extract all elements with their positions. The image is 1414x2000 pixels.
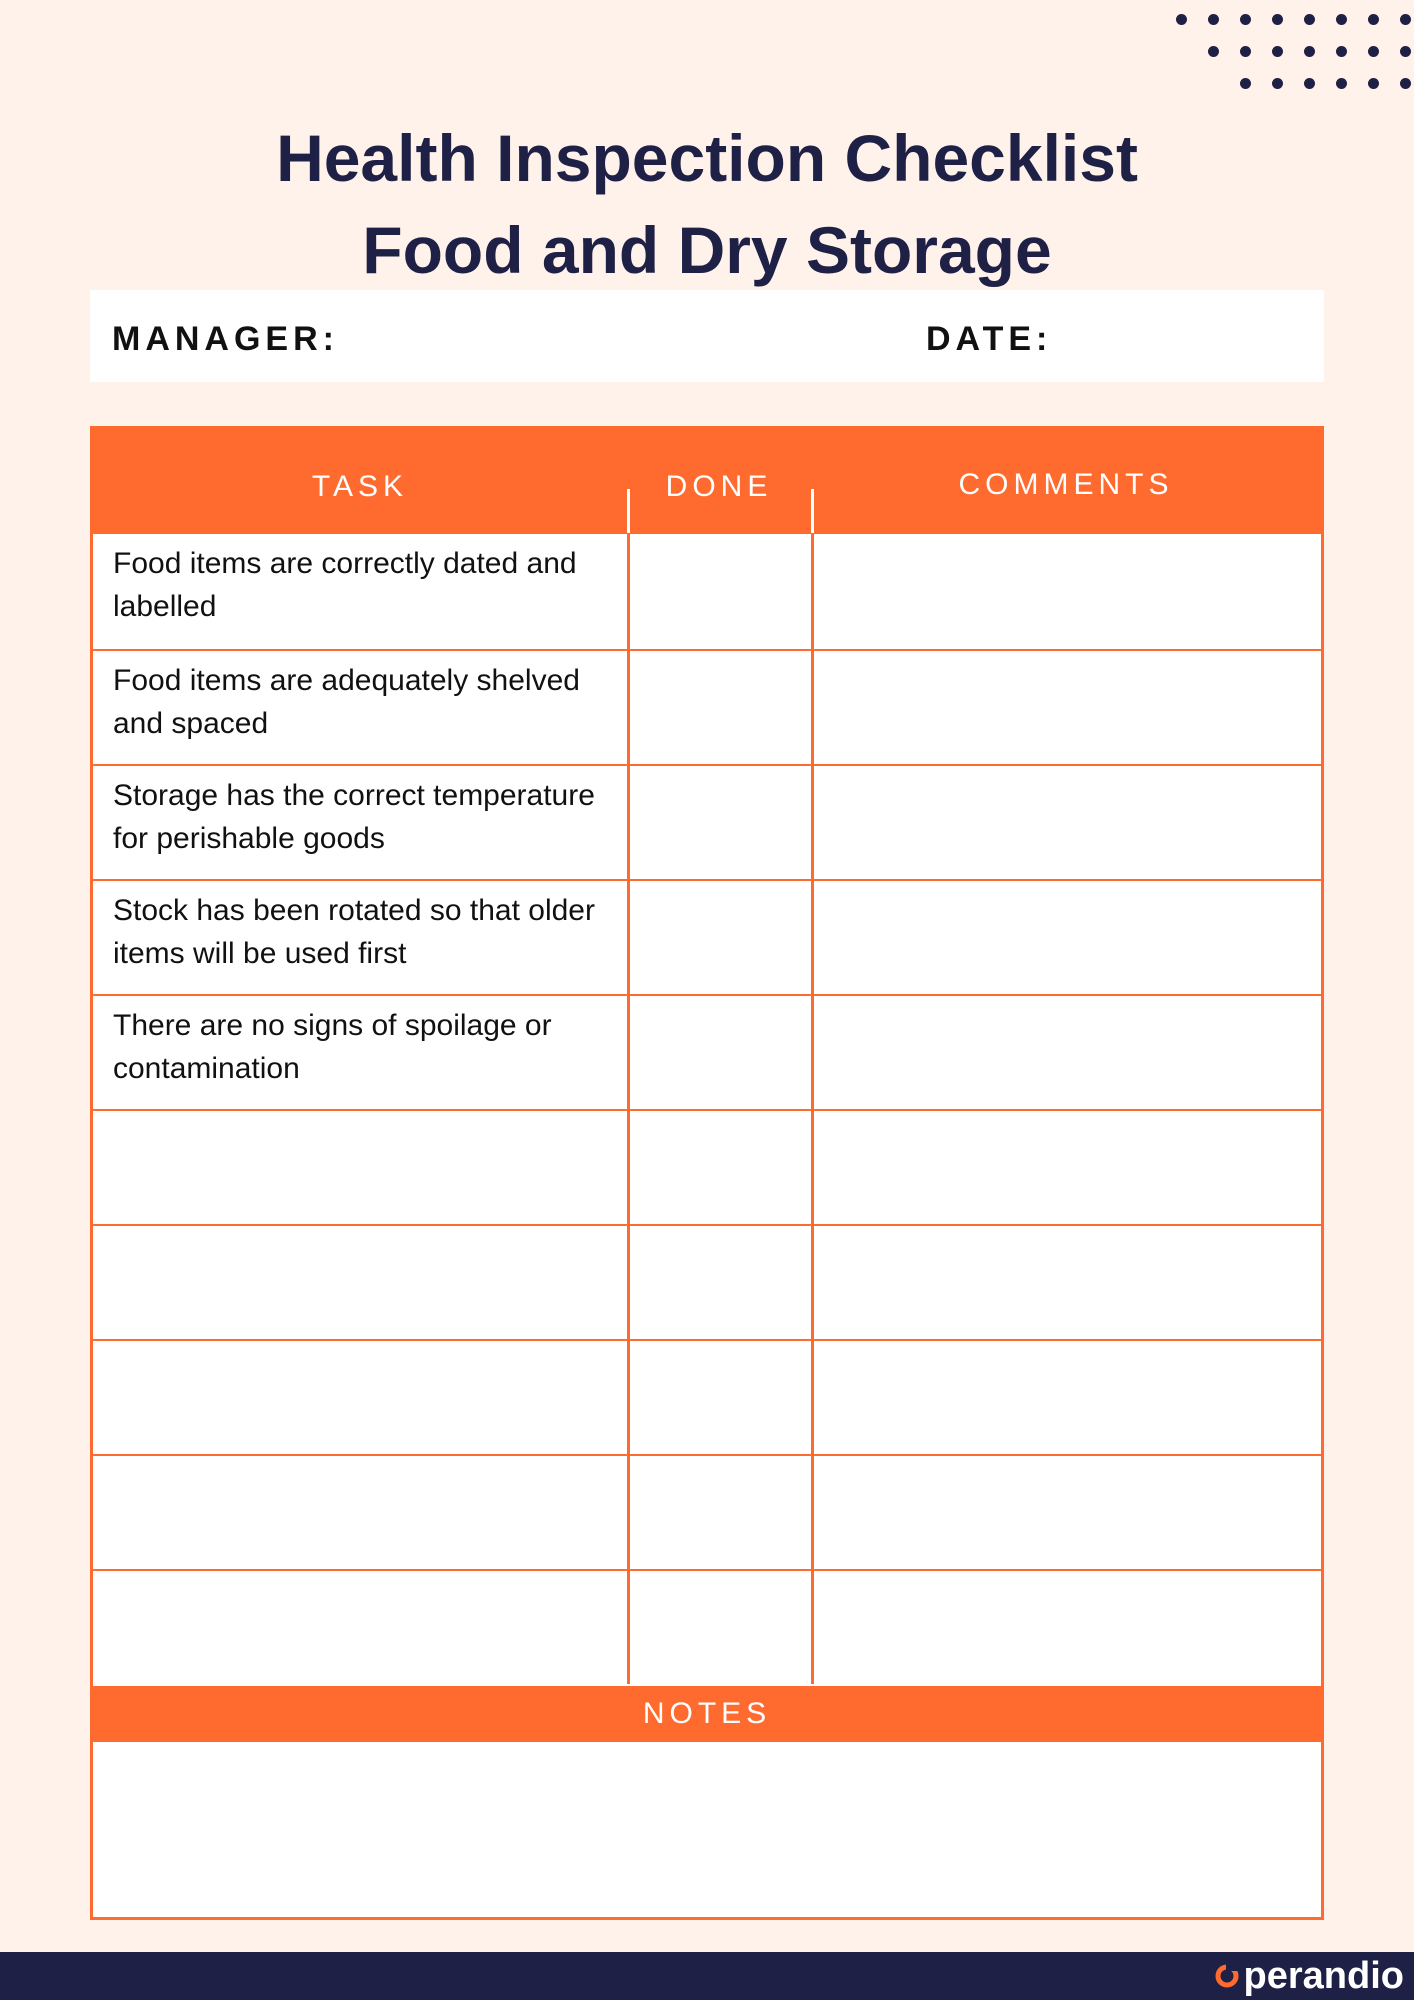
done-cell[interactable] (630, 651, 811, 764)
dot-icon (1240, 14, 1251, 25)
task-cell: There are no signs of spoilage or contamination (113, 1009, 552, 1085)
done-cell[interactable] (630, 766, 811, 879)
task-cell[interactable] (93, 1341, 627, 1454)
manager-label: MANAGER: (112, 320, 339, 358)
table-row (93, 1569, 1321, 1684)
done-cell[interactable] (630, 1226, 811, 1339)
table-row (93, 994, 1321, 1109)
dot-icon (1304, 46, 1315, 57)
done-cell[interactable] (630, 1111, 811, 1224)
manager-date-box (90, 290, 1324, 382)
logo-text: perandio (1243, 1955, 1404, 1997)
dot-icon (1368, 14, 1379, 25)
done-cell[interactable] (630, 881, 811, 994)
footer-bar (0, 1952, 1414, 2000)
dot-icon (1272, 78, 1283, 89)
dot-icon (1272, 14, 1283, 25)
dot-icon (1240, 46, 1251, 57)
date-label: DATE: (926, 320, 1053, 358)
table-row (93, 534, 1321, 649)
comments-cell[interactable] (814, 1111, 1321, 1224)
notes-area[interactable] (93, 1742, 1321, 1917)
checklist-rows (93, 534, 1321, 1684)
task-cell[interactable] (93, 1456, 627, 1569)
task-cell[interactable] (93, 1111, 627, 1224)
task-cell: Storage has the correct temperature for perishable goods (113, 779, 595, 855)
comments-cell[interactable] (814, 996, 1321, 1109)
table-row (93, 649, 1321, 764)
table-row (93, 1224, 1321, 1339)
title-line-2: Food and Dry Storage (362, 213, 1052, 287)
comments-cell[interactable] (814, 1571, 1321, 1684)
comments-column-header: COMMENTS (958, 467, 1174, 501)
dot-icon (1272, 46, 1283, 57)
notes-header: NOTES (93, 1686, 1321, 1742)
dot-icon (1400, 78, 1411, 89)
table-row (93, 1109, 1321, 1224)
done-cell[interactable] (630, 1571, 811, 1684)
dot-icon (1176, 14, 1187, 25)
dot-icon (1336, 78, 1347, 89)
done-cell[interactable] (630, 1341, 811, 1454)
task-column-header: TASK (311, 469, 409, 503)
comments-cell[interactable] (814, 534, 1321, 649)
dot-icon (1304, 78, 1315, 89)
comments-cell[interactable] (814, 651, 1321, 764)
table-row (93, 1339, 1321, 1454)
comments-cell[interactable] (814, 1456, 1321, 1569)
page-title (0, 112, 1414, 296)
table-row (93, 764, 1321, 879)
dot-icon (1208, 14, 1219, 25)
comments-cell[interactable] (814, 766, 1321, 879)
dot-icon (1368, 46, 1379, 57)
task-cell[interactable] (93, 1571, 627, 1684)
task-cell: Food items are adequately shelved and spaced (113, 664, 580, 740)
table-row (93, 1454, 1321, 1569)
comments-cell[interactable] (814, 1341, 1321, 1454)
dot-icon (1304, 14, 1315, 25)
table-row (93, 879, 1321, 994)
dot-icon (1400, 14, 1411, 25)
title-line-1: Health Inspection Checklist (276, 121, 1138, 195)
dot-icon (1208, 46, 1219, 57)
operandio-logo (1212, 1954, 1404, 1998)
decorative-dot-pattern (1114, 14, 1414, 104)
table-header (93, 429, 1321, 534)
done-cell[interactable] (630, 1456, 811, 1569)
comments-cell[interactable] (814, 1226, 1321, 1339)
dot-icon (1336, 46, 1347, 57)
comments-cell[interactable] (814, 881, 1321, 994)
checklist-table (90, 426, 1324, 1920)
done-cell[interactable] (630, 996, 811, 1109)
task-cell: Stock has been rotated so that older items will be used first (113, 894, 595, 970)
task-cell[interactable] (93, 1226, 627, 1339)
dot-icon (1240, 78, 1251, 89)
header-divider (811, 489, 814, 533)
operandio-o-icon (1212, 1961, 1242, 1991)
dot-icon (1400, 46, 1411, 57)
dot-icon (1336, 14, 1347, 25)
done-cell[interactable] (630, 534, 811, 649)
done-column-header: DONE (665, 469, 773, 503)
task-cell: Food items are correctly dated and labelled (113, 547, 577, 623)
header-divider (627, 489, 630, 533)
dot-icon (1368, 78, 1379, 89)
